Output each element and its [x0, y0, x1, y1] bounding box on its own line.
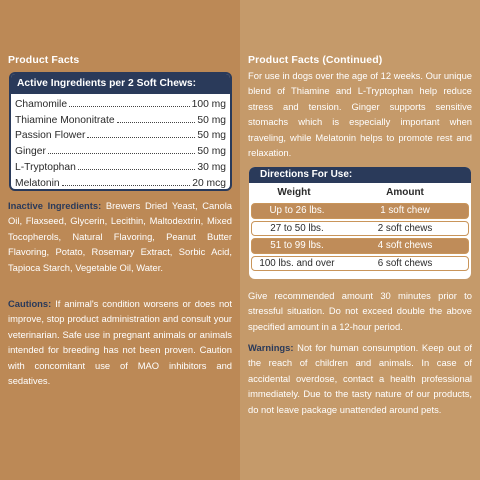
product-facts-continued-heading: Product Facts (Continued) [248, 54, 383, 66]
weight-cell: 100 lbs. and over [259, 257, 335, 269]
directions-box [249, 167, 471, 279]
ingredient-name: L-Tryptophan [15, 161, 76, 173]
warnings-text: Not for human consumption. Keep out of the reach of children and animals. In case of accidental overdose, contact a health professional immediately. Due to the tasty nature of our products, do not leave package unattended around pets. [248, 342, 472, 415]
dosage-row [251, 256, 469, 272]
ingredient-row [11, 141, 230, 157]
weight-cell: 51 to 99 lbs. [270, 240, 324, 251]
amount-cell: 4 soft chews [377, 240, 433, 251]
dot-leader [48, 153, 195, 154]
right-panel [240, 0, 480, 480]
weight-cell: Up to 26 lbs. [269, 205, 325, 216]
active-ingredients-header: Active Ingredients per 2 Soft Chews: [11, 74, 230, 94]
ingredient-amount: 20 mcg [192, 177, 226, 189]
ingredient-row [11, 157, 230, 173]
amount-column-header: Amount [386, 187, 424, 198]
ingredient-amount: 30 mg [197, 161, 226, 173]
ingredient-row [11, 173, 230, 189]
dot-leader [62, 185, 191, 186]
active-ingredients-box [9, 72, 232, 191]
cautions-text: If animal's condition worsens or does not improve, stop product administration and consult your veterinarian. Safe use in pregnant animals or animals intended for breeding has not been proven. Caution with concomitant use of MAO inhibitors and sedatives. [8, 298, 232, 387]
cautions-paragraph [8, 296, 232, 388]
ingredient-amount: 50 mg [197, 146, 226, 158]
amount-cell: 2 soft chews [377, 222, 433, 234]
ingredient-amount: 100 mg [191, 98, 226, 110]
warnings-paragraph [248, 340, 472, 417]
ingredient-name: Ginger [15, 146, 46, 158]
dosage-row [251, 203, 469, 219]
dosage-guidance-paragraph: Give recommended amount 30 minutes prior to stressful situation. Do not exceed double the above specified amount in a 12-hour period. [248, 290, 472, 332]
amount-cell: 1 soft chew [380, 205, 430, 216]
dot-leader [69, 106, 190, 107]
amount-cell: 6 soft chews [377, 257, 433, 269]
ingredient-name: Chamomile [15, 98, 68, 110]
ingredient-amount: 50 mg [197, 114, 226, 126]
directions-title: Directions For Use: [249, 167, 471, 183]
inactive-ingredients-paragraph [8, 198, 232, 275]
ingredient-row [11, 110, 230, 126]
ingredient-name: Melatonin [15, 177, 60, 189]
directions-header-row [249, 183, 471, 202]
inactive-ingredients-label: Inactive Ingredients: [8, 200, 102, 211]
usage-intro-paragraph: For use in dogs over the age of 12 weeks. Our unique blend of Thiamine and L-Tryptophan help reduce stress and tension. Ginger supports sensitive stomachs which is especially important when traveling, while Melatonin helps to promote rest and relaxation. [248, 70, 472, 159]
ingredient-row [11, 126, 230, 142]
inactive-ingredients-text: Brewers Dried Yeast, Canola Oil, Flaxseed, Glycerin, Lecithin, Maltodextrin, Mixed Tocopherols, Natural Flavoring, Peanut Butter Flavoring, Potato, Rosemary Extract, Sorbic Acid, Tapioca Starch, Vegetable Oil, Water. [8, 200, 232, 273]
dot-leader [87, 137, 195, 138]
warnings-label: Warnings: [248, 342, 294, 353]
ingredient-name: Passion Flower [15, 130, 86, 142]
ingredient-name: Thiamine Mononitrate [15, 114, 115, 126]
dot-leader [117, 122, 196, 123]
ingredient-amount: 50 mg [197, 130, 226, 142]
product-facts-heading: Product Facts [8, 54, 80, 66]
ingredient-row [11, 94, 230, 110]
weight-cell: 27 to 50 lbs. [270, 222, 324, 234]
dosage-row [251, 221, 469, 237]
dot-leader [78, 169, 196, 170]
dosage-row [251, 238, 469, 254]
weight-column-header: Weight [277, 187, 311, 198]
cautions-label: Cautions: [8, 298, 52, 309]
